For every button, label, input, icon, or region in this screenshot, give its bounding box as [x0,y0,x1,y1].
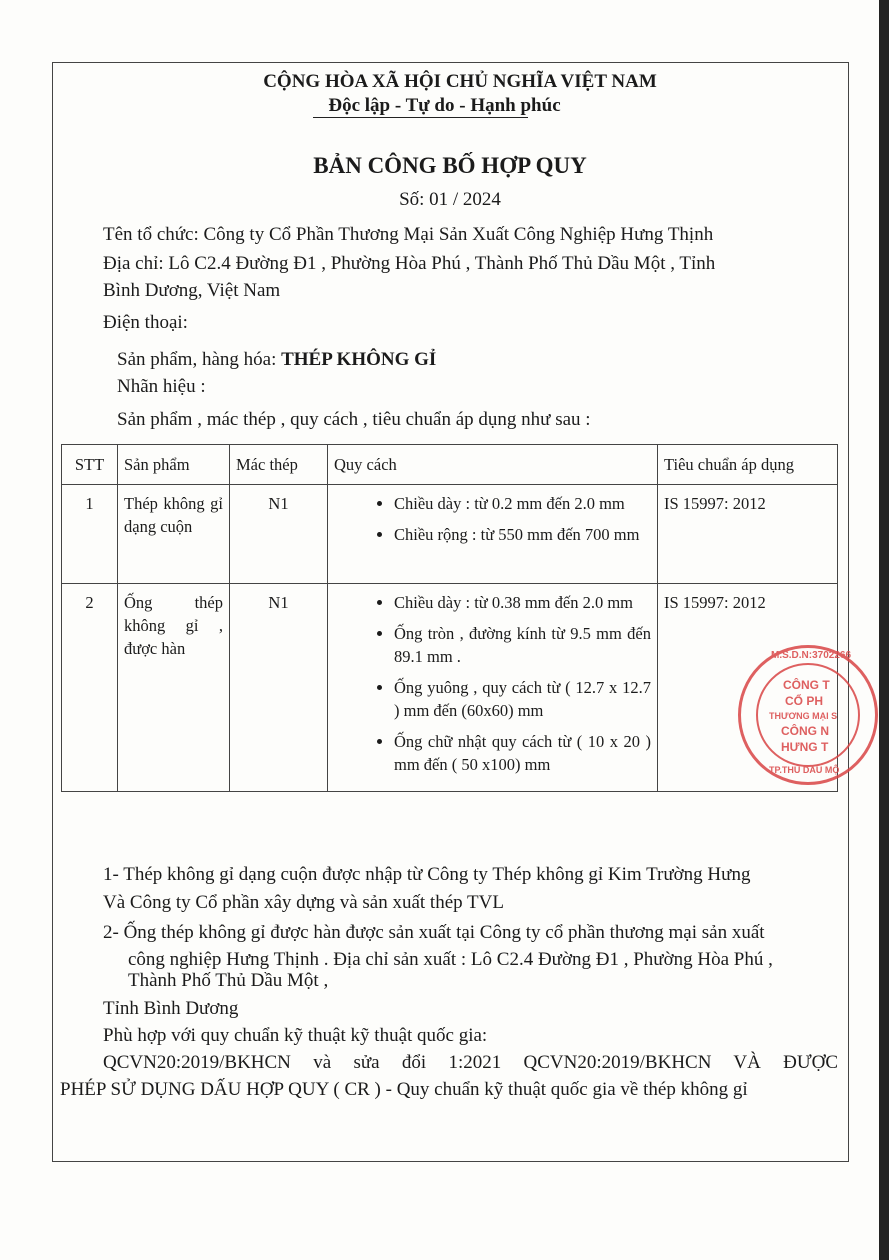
document-number: Số: 01 / 2024 [399,189,501,210]
spec-item: • Ống yuông , quy cách từ ( 12.7 x 12.7 ) mm đến (60x60) mm [394,676,651,722]
regulation-line-2: PHÉP SỬ DỤNG DẤU HỢP QUY ( CR ) - Quy chuẩn kỹ thuật quốc gia về thép không gỉ [60,1079,748,1100]
brand-label: Nhãn hiệu : [117,376,206,397]
seal-bottom-text: TP.THỦ DẦU MỘ [769,765,840,775]
header-grade: Mác thép [230,445,328,485]
product-line [117,349,436,371]
row-specs [328,584,658,792]
motto-underline [313,117,528,118]
conformity-statement: Phù hợp với quy chuẩn kỹ thuật kỹ thuật quốc gia: [103,1025,488,1046]
table-intro: Sản phẩm , mác thép , quy cách , tiêu chuẩn áp dụng như sau : [117,409,591,430]
product-value: THÉP KHÔNG GỈ [281,349,437,370]
note-2-line-3: Thành Phố Thủ Dầu Một , [128,970,329,991]
regulation-line-1: QCVN20:2019/BKHCN và sửa đổi 1:2021 QCVN20:2019/BKHCN VÀ ĐƯỢC [103,1052,838,1073]
note-1-line-2: Và Công ty Cổ phần xây dựng và sản xuất thép TVL [103,892,504,913]
header-product: Sản phẩm [118,445,230,485]
document-title: BẢN CÔNG BỐ HỢP QUY [313,153,587,178]
seal-text: CÔNG T [783,678,830,692]
row-product: Ống thép không gỉ , được hàn [118,584,230,792]
header-spec: Quy cách [328,445,658,485]
note-2-line-1: 2- Ống thép không gỉ được hàn được sản xuất tại Công ty cổ phần thương mại sản xuất [103,922,765,943]
spec-item: • Ống tròn , đường kính từ 9.5 mm đến 89.1 mm . [394,622,651,668]
organization-address-2: Bình Dương, Việt Nam [103,280,281,301]
province: Tỉnh Bình Dương [103,998,239,1019]
row-grade: N1 [230,584,328,792]
seal-ring-text: M.S.D.N:3702266 [771,650,852,661]
seal-text: CỔ PH [785,694,824,708]
header-standard: Tiêu chuẩn áp dụng [658,445,838,485]
company-seal [738,645,878,785]
spec-item: • Ống chữ nhật quy cách từ ( 10 x 20 ) mm đến ( 50 x100) mm [394,730,651,776]
table-row [62,584,838,792]
seal-text: HƯNG T [781,740,829,754]
table-row [62,485,838,584]
note-2-line-2: công nghiệp Hưng Thịnh . Địa chỉ sản xuất : Lô C2.4 Đường Đ1 , Phường Hòa Phú , [128,949,773,970]
spec-item: • Chiều dày : từ 0.2 mm đến 2.0 mm [394,492,651,515]
phone-label: Điện thoại: [103,312,188,333]
row-standard: IS 15997: 2012 [658,584,838,792]
motto: Độc lập - Tự do - Hạnh phúc [328,95,561,116]
row-grade: N1 [230,485,328,584]
country-heading: CỘNG HÒA XÃ HỘI CHỦ NGHĨA VIỆT NAM [263,71,657,92]
organization-name: Tên tổ chức: Công ty Cổ Phần Thương Mại Sản Xuất Công Nghiệp Hưng Thịnh [103,224,714,245]
organization-address-1: Địa chỉ: Lô C2.4 Đường Đ1 , Phường Hòa Phú , Thành Phố Thủ Dầu Một , Tỉnh [103,253,716,274]
row-stt: 1 [62,485,118,584]
spec-item: • Chiều dày : từ 0.38 mm đến 2.0 mm [394,591,651,614]
product-label: Sản phẩm, hàng hóa: [117,349,282,370]
row-standard: IS 15997: 2012 [658,485,838,584]
product-table [61,444,838,792]
spec-item: • Chiều rộng : từ 550 mm đến 700 mm [394,523,651,546]
row-stt: 2 [62,584,118,792]
seal-text: THƯƠNG MẠI S [769,711,838,721]
header-stt: STT [62,445,118,485]
note-1-line-1: 1- Thép không gỉ dạng cuộn được nhập từ Công ty Thép không gỉ Kim Trường Hưng [103,864,751,885]
row-specs [328,485,658,584]
seal-text: CÔNG N [781,724,829,738]
table-header-row [62,445,838,485]
row-product: Thép không gỉ dạng cuộn [118,485,230,584]
